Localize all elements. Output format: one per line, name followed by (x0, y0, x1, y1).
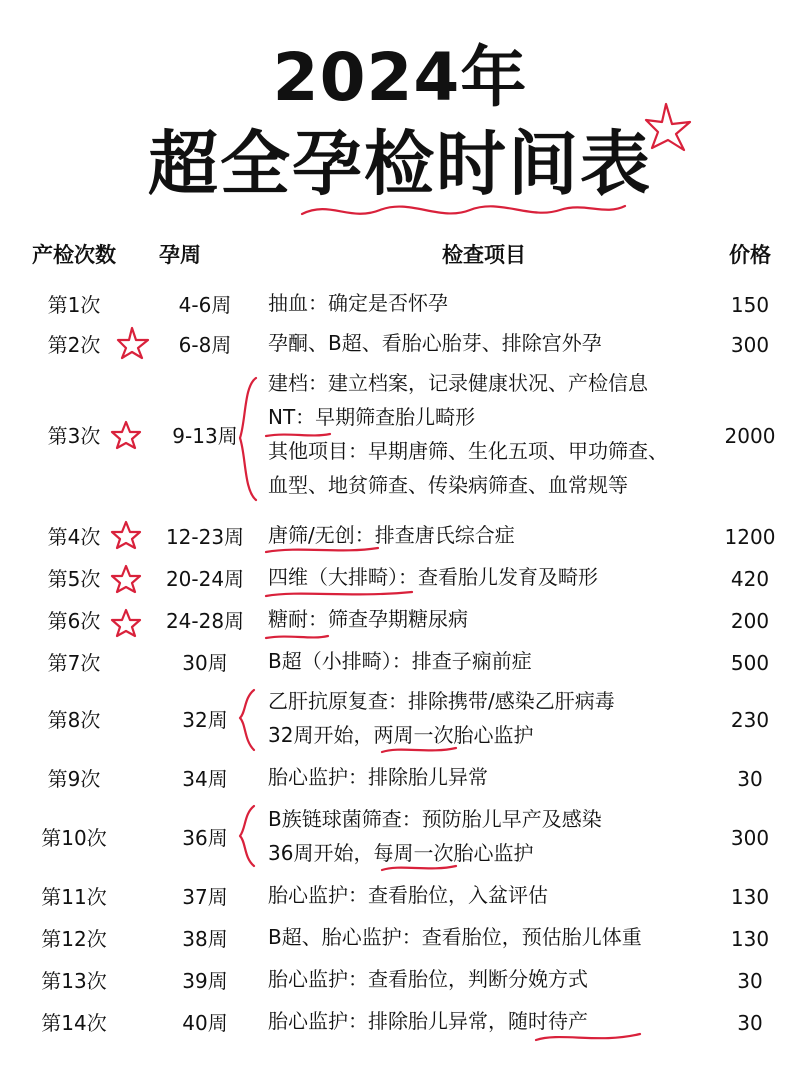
row-price: 30 (737, 767, 763, 791)
header-item: 检查项目 (442, 243, 526, 267)
row-count: 第10次 (41, 826, 107, 850)
row-count: 第1次 (47, 293, 101, 317)
row-count: 第6次 (47, 609, 101, 633)
row-price: 30 (737, 969, 763, 993)
row-week: 6-8周 (178, 333, 232, 357)
row-item: 胎心监护：查看胎位，入盆评估 (268, 883, 548, 907)
header-count: 产检次数 (32, 243, 116, 267)
row-item: 四维（大排畸）：查看胎儿发育及畸形 (268, 565, 598, 589)
title-main: 超全孕检时间表 (148, 123, 652, 205)
row-count: 第9次 (47, 767, 101, 791)
row-price: 150 (730, 293, 770, 317)
row-week: 4-6周 (178, 293, 232, 317)
row-week: 34周 (182, 767, 228, 791)
header-price: 价格 (729, 243, 771, 267)
title-year: 2024年 (272, 39, 528, 116)
row-item: 孕酮、B超、看胎心胎芽、排除宫外孕 (268, 331, 602, 355)
row-item: B族链球菌筛查：预防胎儿早产及感染 (268, 807, 602, 831)
row-price: 500 (730, 651, 770, 675)
row-week: 20-24周 (165, 567, 245, 591)
row-item: 胎心监护：查看胎位，判断分娩方式 (268, 967, 588, 991)
row-item: 其他项目：早期唐筛、生化五项、甲功筛查、 (268, 439, 668, 463)
row-item: 胎心监护：排除胎儿异常，随时待产 (268, 1009, 588, 1033)
row-item: 唐筛/无创：排查唐氏综合症 (268, 523, 515, 547)
row-count: 第8次 (47, 708, 101, 732)
row-count: 第12次 (41, 927, 107, 951)
row-price: 300 (730, 826, 770, 850)
row-week: 9-13周 (172, 424, 238, 448)
row-item: 抽血：确定是否怀孕 (268, 291, 448, 315)
row-count: 第2次 (47, 333, 101, 357)
row-week: 32周 (182, 708, 228, 732)
row-count: 第13次 (41, 969, 107, 993)
row-item: B超（小排畸）：排查子痫前症 (268, 649, 532, 673)
row-week: 30周 (182, 651, 228, 675)
row-price: 300 (730, 333, 770, 357)
row-item: 乙肝抗原复查：排除携带/感染乙肝病毒 (268, 689, 615, 713)
row-count: 第3次 (47, 424, 101, 448)
row-week: 36周 (182, 826, 228, 850)
row-price: 2000 (724, 424, 776, 448)
row-count: 第7次 (47, 651, 101, 675)
row-week: 39周 (182, 969, 228, 993)
row-count: 第11次 (41, 885, 107, 909)
row-price: 420 (730, 567, 770, 591)
row-item: NT：早期筛查胎儿畸形 (268, 405, 476, 429)
row-item: 36周开始，每周一次胎心监护 (268, 841, 534, 865)
row-item: B超、胎心监护：查看胎位，预估胎儿体重 (268, 925, 642, 949)
row-price: 200 (730, 609, 770, 633)
header-week: 孕周 (159, 243, 201, 267)
row-item: 建档：建立档案，记录健康状况、产检信息 (268, 371, 648, 395)
row-item: 胎心监护：排除胎儿异常 (268, 765, 488, 789)
underline-tangnai (266, 636, 328, 638)
row-price: 130 (730, 927, 770, 951)
row-week: 12-23周 (165, 525, 245, 549)
row-price: 1200 (724, 525, 776, 549)
row-count: 第4次 (47, 525, 101, 549)
row-price: 230 (730, 708, 770, 732)
row-item: 血型、地贫筛查、传染病筛查、血常规等 (268, 473, 628, 497)
row-price: 30 (737, 1011, 763, 1035)
row-week: 24-28周 (165, 609, 245, 633)
title-underline-doodle (302, 206, 625, 214)
row-price: 130 (730, 885, 770, 909)
row-item: 糖耐：筛查孕期糖尿病 (268, 607, 468, 631)
row-count: 第14次 (41, 1011, 107, 1035)
underline-siwei (266, 592, 412, 596)
row-item: 32周开始，两周一次胎心监护 (268, 723, 534, 747)
row-week: 40周 (182, 1011, 228, 1035)
row-week: 37周 (182, 885, 228, 909)
row-count: 第5次 (47, 567, 101, 591)
row-week: 38周 (182, 927, 228, 951)
